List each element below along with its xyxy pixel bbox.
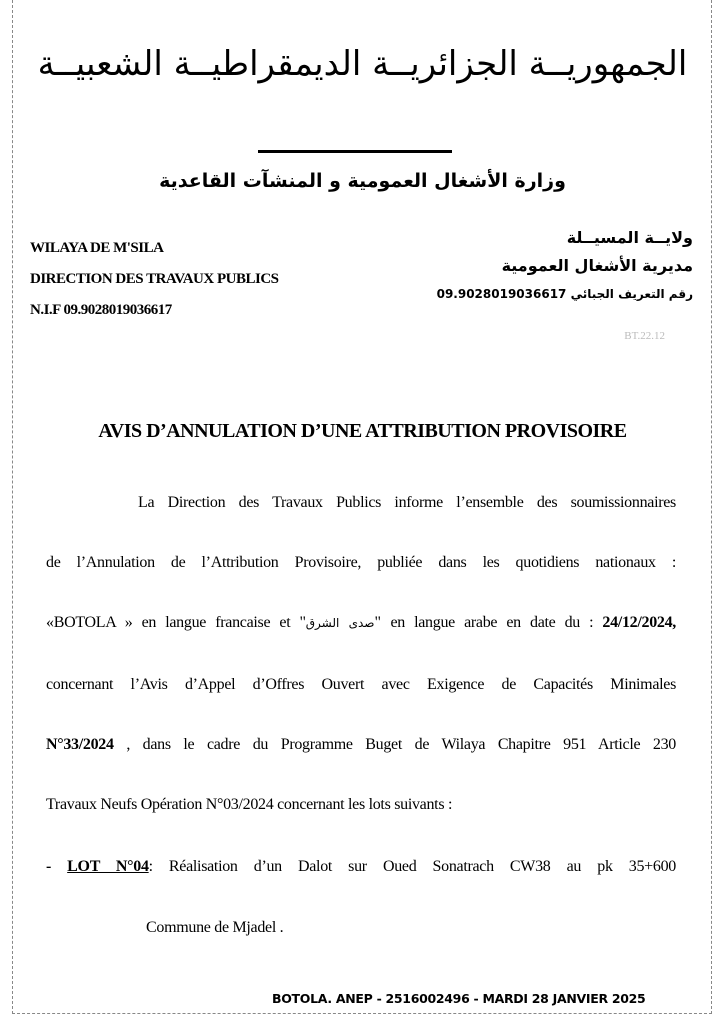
body-line-1: La Direction des Travaux Publics informe l’ensemble des soumissionnaires bbox=[138, 494, 676, 511]
dash: - bbox=[46, 858, 52, 875]
text: " en langue arabe en date du : bbox=[374, 614, 594, 631]
divider bbox=[258, 150, 452, 153]
body-line-6: Travaux Neufs Opération N°03/2024 concernant les lots suivants : bbox=[46, 796, 453, 813]
text: , dans le cadre du Programme Buget de Wilaya Chapitre 951 Article 230 bbox=[126, 736, 676, 753]
body-line-3 bbox=[46, 614, 676, 632]
arabic-newspaper: صدى الشرق bbox=[305, 616, 375, 630]
direction-fr: DIRECTION DES TRAVAUX PUBLICS bbox=[30, 271, 279, 287]
lot-line bbox=[46, 858, 676, 876]
direction-ar: مديرية الأشغال العمومية bbox=[501, 256, 693, 275]
footer-reference: BOTOLA. ANEP - 2516002496 - MARDI 28 JANVIER 2025 bbox=[272, 991, 646, 1006]
notice-title: AVIS D’ANNULATION D’UNE ATTRIBUTION PROVISOIRE bbox=[98, 420, 627, 442]
tender-number: N°33/2024 bbox=[46, 736, 114, 753]
body-line-5 bbox=[46, 736, 676, 754]
body-line-2: de l’Annulation de l’Attribution Provisoire, publiée dans les quotidiens nationaux : bbox=[46, 554, 676, 571]
wilaya-fr: WILAYA DE M'SILA bbox=[30, 240, 164, 256]
faded-stamp: BT.22.12 bbox=[624, 330, 665, 342]
nif-fr: N.I.F 09.9028019036617 bbox=[30, 302, 172, 318]
arabic-republic-title: الجمهوريــة الجزائريــة الديمقراطيــة الشعبيــة bbox=[37, 44, 688, 84]
publication-date: 24/12/2024, bbox=[602, 614, 676, 631]
wilaya-ar: ولايــة المسيــلة bbox=[566, 228, 693, 247]
lot-label: LOT N°04 bbox=[67, 858, 149, 875]
lot-description: : Réalisation d’un Dalot sur Oued Sonatrach CW38 au pk 35+600 bbox=[148, 858, 677, 875]
nif-ar: رقم التعريف الجبائي 09.9028019036617 bbox=[436, 287, 693, 301]
ministry-title: وزارة الأشغال العمومية و المنشآت القاعدية bbox=[159, 170, 566, 192]
text: «BOTOLA » en langue francaise et " bbox=[46, 614, 306, 631]
body-line-4: concernant l’Avis d’Appel d’Offres Ouvert avec Exigence de Capacités Minimales bbox=[46, 676, 676, 693]
lot-commune: Commune de Mjadel . bbox=[146, 919, 284, 936]
